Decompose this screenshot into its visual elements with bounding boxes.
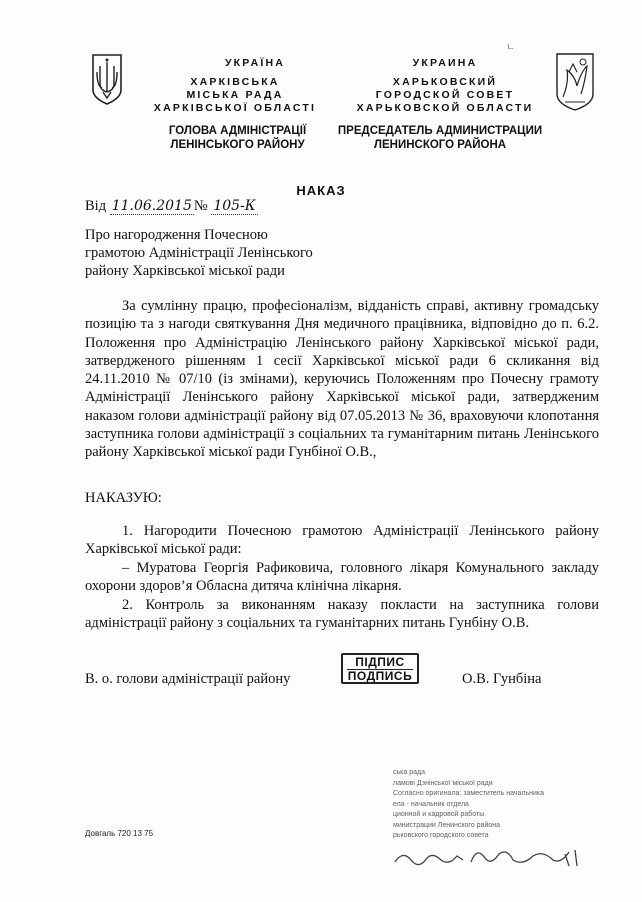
certification-stamp [393,768,583,872]
scan-speck: ㄴ [506,42,515,52]
header-left-position-line1: ГОЛОВА АДМІНІСТРАЦІЇ [168,125,307,137]
certification-line2: ламові Дзнінської міської ради [393,779,493,787]
certification-signature-icon [393,844,583,870]
date-value: 11.06.2015 [111,198,192,214]
date-number-line [85,198,258,215]
signature-stamp-line1: ПІДПИС [355,655,405,669]
header-left-council-line1: ХАРКІВСЬКА [190,76,280,88]
order-word: НАКАЗУЮ: [85,490,162,506]
header-left-country: УКРАЇНА [224,57,286,69]
certification-line1: ська рада [393,769,425,776]
preamble-paragraph: За сумлінну працю, професіоналізм, відданість справі, активну громадську позицію та з нагоди святкування Дня медичного працівника, відповідно до п. 6.2. Положення про Адміністрацію Ленінського району Харківської міської ради, затвердженого рішенням 1 сесії Харківської міської ради 6 скликання від 24.11.2010 № 07/10 (із змінами), керуючись Положенням про Почесну грамоту Адміністрації Ленінського району Харківської міської ради, затвердженим наказом голови адміністрації району від 07.05.2013 № 36, враховуючи клопотання заступника голови адміністрації з соціальних та гуманітарним питань Ленінського району Харківської міської ради Гунбіної О.В., [85,298,599,461]
number-prefix: № [193,198,208,214]
certification-line5: ционной и кадровой работы [393,811,485,818]
signature-stamp-line2: ПОДПИСЬ [347,669,413,683]
header-left-position-line2: ЛЕНІНСЬКОГО РАЙОНУ [170,139,305,151]
certification-line4: ела - начальник отдела [393,800,469,808]
header-left-council-line2: МІСЬКА РАДА [186,89,284,101]
header-left-council-line3: ХАРКІВСЬКОЇ ОБЛАСТІ [153,102,317,114]
document-title: НАКАЗ [296,183,346,198]
certification-line6: министрации Ленинского района [393,821,501,829]
subject-line1: Про нагородження Почесною [85,227,268,243]
subject-line3: району Харківської міської ради [85,263,285,279]
header-right-country: УКРАИНА [412,57,478,69]
header-right-council-line1: ХАРЬКОВСКИЙ [392,76,498,88]
order-item-1: 1. Нагородити Почесною грамотою Адміністрації Ленінського району Харківської міської ради: [85,523,599,557]
header-right-council-line3: ХАРЬКОВСКОЙ ОБЛАСТИ [356,102,534,114]
kharkiv-coat-of-arms-icon [555,52,595,112]
signatory-position: В. о. голови адміністрації району [85,671,291,687]
number-value: 105-К [213,198,256,214]
subject-line2: грамотою Адміністрації Ленінського [85,245,313,261]
certification-line7: рьковского городского совета [393,832,489,839]
order-item-2: 2. Контроль за виконанням наказу покласти на заступника голови адміністрації району з соціальних та гуманітарних питань Гунбіну О.В. [85,597,599,631]
footer-note: Довгаль 720 13 75 [85,829,154,838]
signature-stamp [341,653,419,684]
subject [85,226,385,280]
certification-line3: Согласно оригинала: заместитель начальника [393,790,544,797]
date-prefix: Від [85,198,107,214]
header-right-council-line2: ГОРОДСКОЙ СОВЕТ [375,89,515,101]
header-right-position-line1: ПРЕДСЕДАТЕЛЬ АДМИНИСТРАЦИИ [337,125,543,137]
signatory-name: О.В. Гунбіна [462,671,542,687]
trident-emblem-icon [90,52,124,106]
header-right-position-line2: ЛЕНИНСКОГО РАЙОНА [373,139,507,151]
order-item-1-person: – Муратова Георгія Рафиковича, головного лікаря Комунального закладу охорони здоров’я Обласна дитяча клінічна лікарня. [85,560,599,594]
